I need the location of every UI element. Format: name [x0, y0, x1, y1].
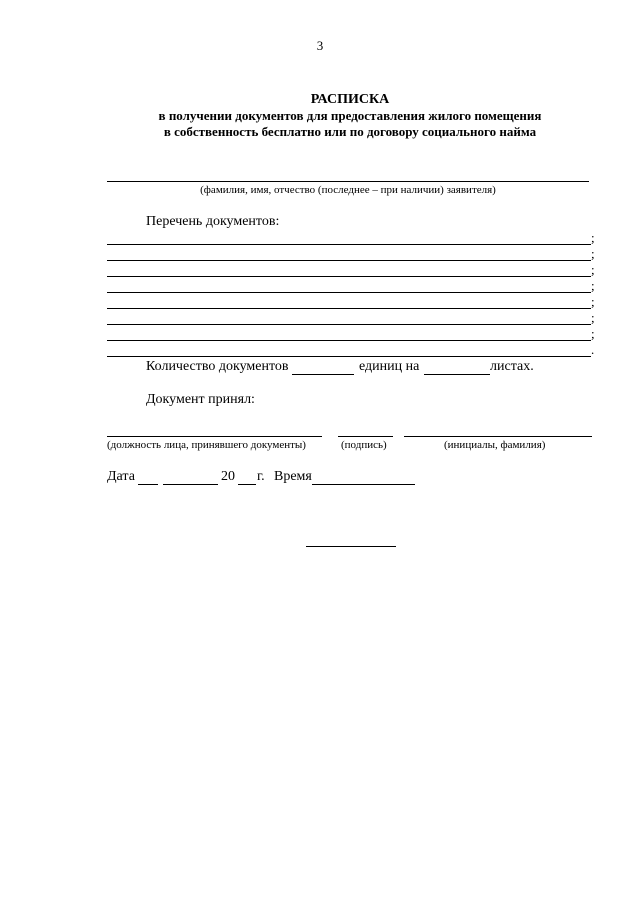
document-line-punct: ;: [591, 230, 595, 245]
name-caption: (инициалы, фамилия): [444, 439, 546, 451]
position-line: [107, 436, 322, 437]
document-line-punct: ;: [591, 294, 595, 309]
document-subtitle-line1: в получении документов для предоставления жилого помещения: [158, 108, 542, 123]
document-line: [107, 324, 591, 325]
sheets-label: листах.: [490, 359, 534, 374]
documents-list-label: Перечень документов:: [146, 214, 280, 229]
document-line-punct: ;: [591, 262, 595, 277]
document-line: [107, 356, 591, 357]
signature-caption: (подпись): [341, 439, 387, 451]
document-line: [107, 292, 591, 293]
document-line-punct: ;: [591, 310, 595, 325]
time-field: [312, 484, 415, 485]
document-title: РАСПИСКА: [310, 92, 390, 107]
document-line-punct: ;: [591, 246, 595, 261]
applicant-name-line: [107, 181, 589, 182]
year-suffix: г.: [257, 469, 265, 484]
accepted-by-label: Документ принял:: [146, 392, 255, 407]
end-separator-line: [306, 546, 396, 547]
applicant-caption: (фамилия, имя, отчество (последнее – при наличии) заявителя): [200, 184, 496, 196]
documents-count-field: [292, 374, 354, 375]
document-line: [107, 260, 591, 261]
date-day-field: [138, 484, 158, 485]
document-subtitle-line2: в собственность бесплатно или по договору социального найма: [163, 124, 537, 139]
units-label: единиц на: [359, 359, 420, 374]
document-line: [107, 276, 591, 277]
documents-count-label: Количество документов: [146, 359, 289, 374]
document-line: [107, 308, 591, 309]
position-caption: (должность лица, принявшего документы): [107, 439, 306, 451]
date-label: Дата: [107, 469, 135, 484]
document-line-punct: ;: [591, 278, 595, 293]
page-number: 3: [316, 38, 324, 53]
signature-line: [338, 436, 393, 437]
date-month-field: [163, 484, 218, 485]
document-line-punct: ;: [591, 326, 595, 341]
year-prefix: 20: [221, 469, 235, 484]
sheets-count-field: [424, 374, 490, 375]
date-year-field: [238, 484, 256, 485]
document-line: [107, 244, 591, 245]
document-line-punct: .: [591, 342, 595, 357]
time-label: Время: [274, 469, 312, 484]
document-line: [107, 340, 591, 341]
name-line: [404, 436, 592, 437]
